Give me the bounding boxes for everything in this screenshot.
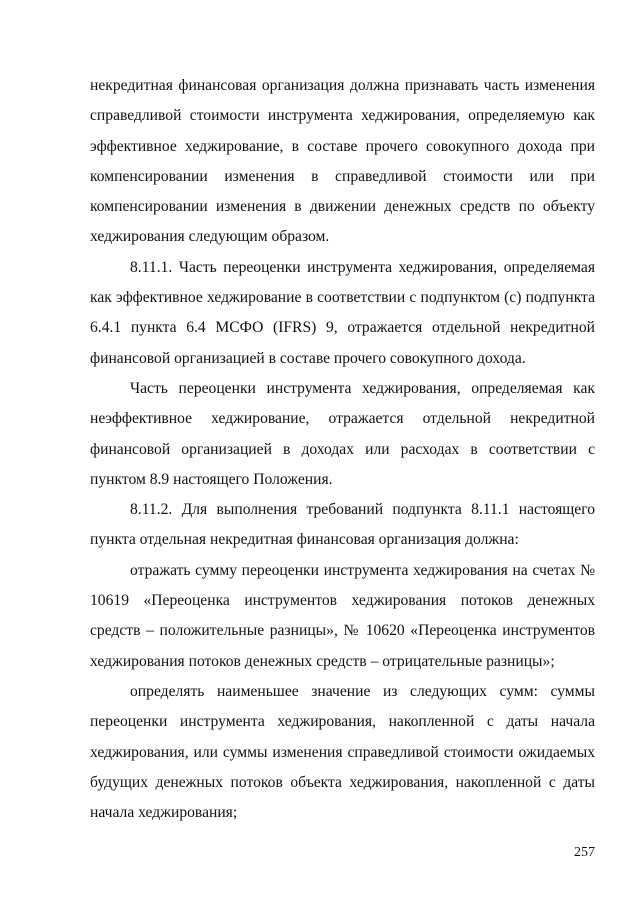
paragraph-8-11-2: 8.11.2. Для выполнения требований подпункта 8.11.1 настоящего пункта отдельная некредитная финансовая организация должна: [90,501,595,549]
document-body [90,71,595,828]
paragraph-8-11-1: 8.11.1. Часть переоценки инструмента хеджирования, определяемая как эффективное хеджирование в соответствии с подпунктом (с) подпункта 6.4.1 пункта 6.4 МСФО (IFRS) 9, отражается отдельной некредитной финансовой организацией в составе прочего совокупного дохода. [90,258,595,367]
paragraph-record-revaluation: отражать сумму переоценки инструмента хеджирования на счетах № 10619 «Переоценка инструментов хеджирования потоков денежных средств – положительные разницы», № 10620 «Переоценка инструментов хеджирования потоков денежных средств – отрицательные разницы»; [90,561,595,670]
page-number: 257 [574,845,595,860]
paragraph-continuation: некредитная финансовая организация должна признавать часть изменения справедливой стоимости инструмента хеджирования, определяемую как эффективное хеджирование, в составе прочего совокупного дохода при компенсировании изменения в справедливой стоимости или при компенсировании изменения в движении денежных средств по объекту хеджирования следующим образом. [90,77,595,246]
paragraph-determine-minimum: определять наименьшее значение из следующих сумм: суммы переоценки инструмента хеджирования, накопленной с даты начала хеджирования, или суммы изменения справедливой стоимости ожидаемых будущих денежных потоков объекта хеджирования, накопленной с даты начала хеджирования; [90,682,595,822]
paragraph-ineffective-hedging: Часть переоценки инструмента хеджирования, определяемая как неэффективное хеджирование, отражается отдельной некредитной финансовой организацией в доходах или расходах в соответствии с пунктом 8.9 настоящего Положения. [90,379,595,488]
